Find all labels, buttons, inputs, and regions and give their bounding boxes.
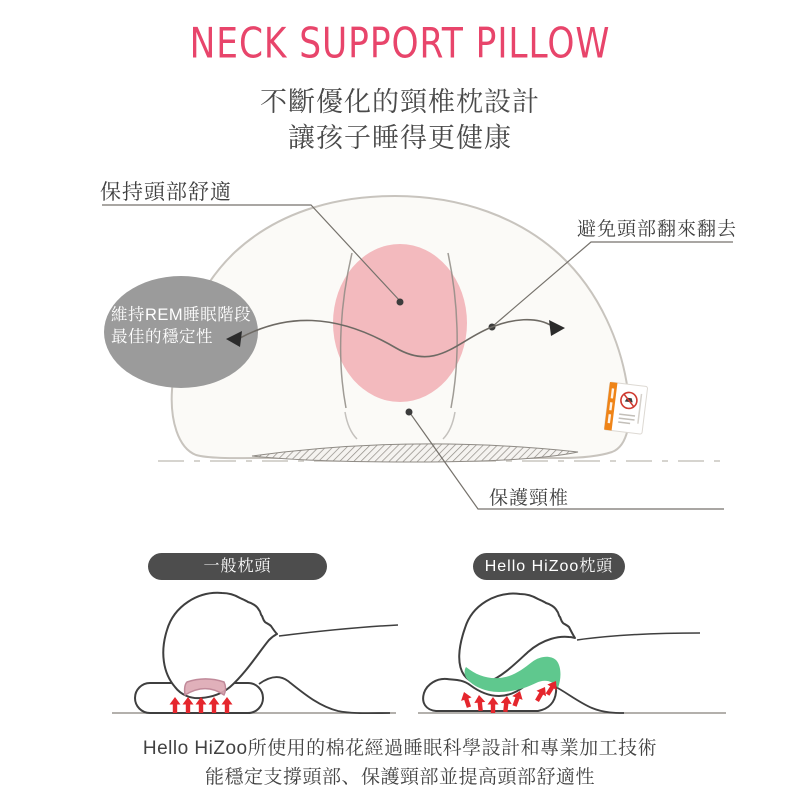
rem-bubble-label <box>111 304 261 348</box>
callout-keep-head-comfort: 保持頭部舒適 <box>100 181 232 204</box>
footer-line-1: Hello HiZoo所使用的棉花經過睡眠科學設計和專業加工技術 <box>142 738 658 759</box>
pillow-diagram <box>0 150 800 550</box>
callout-protect-cervical-spine: 保護頸椎 <box>489 488 570 509</box>
rem-bubble-line-2: 最佳的穩定性 <box>111 328 213 346</box>
shoulder-line <box>259 677 390 713</box>
subtitle-line-1: 不斷優化的頸椎枕設計 <box>260 87 540 117</box>
rem-bubble-line-1: 維持REM睡眠階段 <box>111 306 252 324</box>
regular-pillow-figure <box>112 593 398 713</box>
label-regular-pillow: 一般枕頭 <box>148 553 327 580</box>
footer-description <box>0 734 800 792</box>
anchor-dot <box>397 299 404 306</box>
shoulder-line <box>554 686 624 713</box>
page-title: NECK SUPPORT PILLOW <box>189 19 611 68</box>
care-label-tag <box>604 382 648 434</box>
callout-avoid-head-turning: 避免頭部翻來翻去 <box>577 219 738 240</box>
neck-line <box>279 625 398 636</box>
subtitle-line-2: 讓孩子睡得更健康 <box>288 123 512 153</box>
footer-line-2: 能穩定支撐頭部、保護頸部並提高頭部舒適性 <box>204 767 595 788</box>
subtitle <box>0 84 800 156</box>
hizoo-pillow-figure <box>418 594 726 713</box>
neck-line <box>577 633 700 640</box>
anchor-dot <box>406 409 413 416</box>
head-rest-zone <box>333 244 467 402</box>
label-hizoo-pillow: Hello HiZoo枕頭 <box>473 553 625 580</box>
